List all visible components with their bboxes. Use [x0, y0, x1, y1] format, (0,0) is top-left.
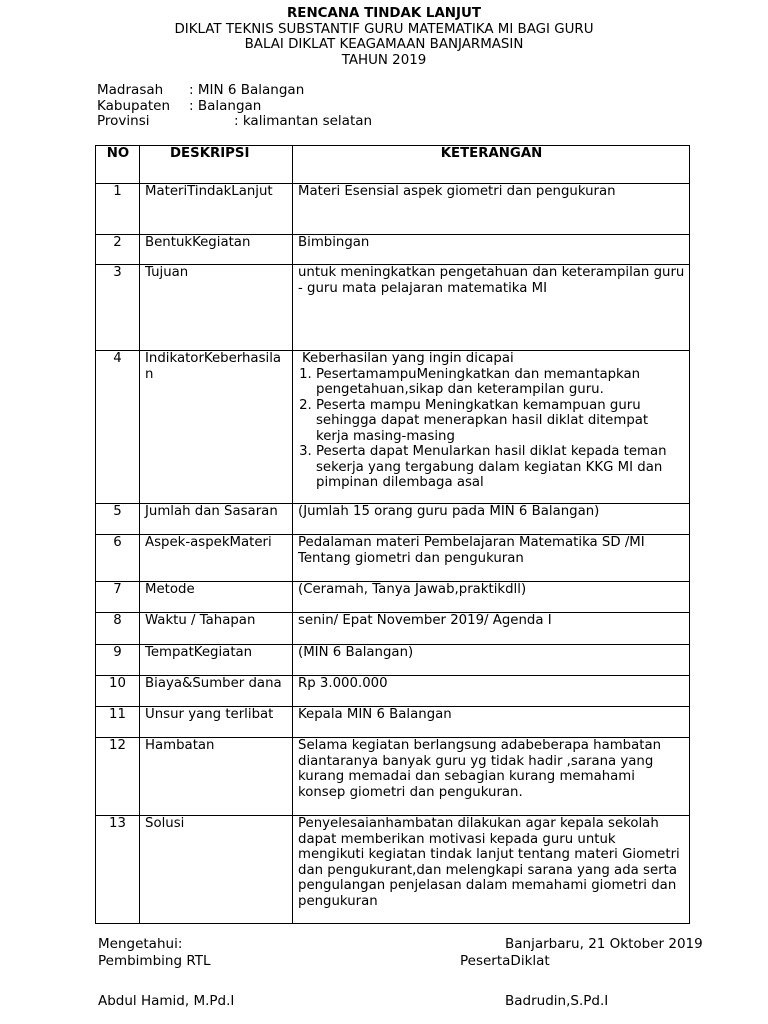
rtl-table — [95, 145, 690, 924]
row-deskripsi: Jumlah dan Sasaran — [140, 504, 293, 535]
row-deskripsi: Hambatan — [140, 738, 293, 816]
row-deskripsi: Unsur yang terlibat — [140, 707, 293, 738]
row-keterangan: (MIN 6 Balangan) — [293, 645, 690, 676]
header-line-4: TAHUN 2019 — [341, 52, 427, 68]
row-keterangan: untuk meningkatkan pengetahuan dan keterampilan guru - guru mata pelajaran matematika MI — [293, 265, 690, 351]
aspek-line-1: Pedalaman materi Pembelajaran Matematika SD /MI — [298, 535, 645, 550]
table-row — [96, 582, 690, 613]
table-row — [96, 184, 690, 235]
provinsi-value: : kalimantan selatan — [234, 113, 373, 129]
row-keterangan: Selama kegiatan berlangsung adabeberapa hambatan diantaranya banyak guru yg tidak hadir ,sarana yang kurang memadai dan sebagian kurang memahami konsep giometri dan pengukuran. — [293, 738, 690, 816]
row-deskripsi: Metode — [140, 582, 293, 613]
indicator-intro: Keberhasilan yang ingin dicapai — [302, 351, 514, 366]
aspek-line-2: Tentang giometri dan pengukuran — [298, 550, 524, 566]
header-line-2: DIKLAT TEKNIS SUBSTANTIF GURU MATEMATIKA MI BAGI GURU — [174, 21, 594, 37]
mengetahui-label: Mengetahui: — [98, 936, 183, 952]
row-keterangan: (Jumlah 15 orang guru pada MIN 6 Balangan) — [293, 504, 690, 535]
row-no: 4 — [96, 351, 140, 504]
provinsi-label: Provinsi — [97, 113, 150, 129]
row-no: 11 — [96, 707, 140, 738]
document-header — [0, 6, 768, 68]
row-keterangan: Rp 3.000.000 — [293, 676, 690, 707]
row-no: 6 — [96, 535, 140, 582]
pembimbing-label: Pembimbing RTL — [98, 953, 211, 969]
row-no: 12 — [96, 738, 140, 816]
table-row — [96, 351, 690, 504]
list-item: 2. Peserta mampu Meningkatkan kemampuan guru sehingga dapat menerapkan hasil diklat ditempat kerja masing-masing — [316, 398, 685, 445]
header-keterangan: KETERANGAN — [293, 146, 690, 184]
pembimbing-name: Abdul Hamid, M.Pd.I — [98, 993, 235, 1009]
row-no: 3 — [96, 265, 140, 351]
row-no: 10 — [96, 676, 140, 707]
row-keterangan: (Ceramah, Tanya Jawab,praktikdll) — [293, 582, 690, 613]
madrasah-value: : MIN 6 Balangan — [189, 82, 305, 98]
row-deskripsi: BentukKegiatan — [140, 235, 293, 265]
indicator-list — [298, 367, 685, 491]
row-deskripsi: Aspek-aspekMateri — [140, 535, 293, 582]
row-deskripsi: Waktu / Tahapan — [140, 613, 293, 645]
header-line-3: BALAI DIKLAT KEAGAMAAN BANJARMASIN — [244, 37, 524, 52]
row-no: 2 — [96, 235, 140, 265]
row-deskripsi: IndikatorKeberhasilan — [140, 351, 293, 504]
row-no: 8 — [96, 613, 140, 645]
table-row — [96, 676, 690, 707]
table-row — [96, 738, 690, 816]
row-keterangan: Kepala MIN 6 Balangan — [293, 707, 690, 738]
row-no: 13 — [96, 816, 140, 924]
row-keterangan: Materi Esensial aspek giometri dan pengukuran — [293, 184, 690, 235]
row-no: 9 — [96, 645, 140, 676]
signing-date: Banjarbaru, 21 Oktober 2019 — [505, 936, 703, 952]
kabupaten-value: : Balangan — [189, 97, 262, 114]
peserta-label: PesertaDiklat — [460, 953, 550, 969]
row-deskripsi: Tujuan — [140, 265, 293, 351]
table-row — [96, 816, 690, 924]
table-row — [96, 707, 690, 738]
table-header-row — [96, 146, 690, 184]
table-row — [96, 535, 690, 582]
table-row — [96, 613, 690, 645]
row-keterangan: Bimbingan — [293, 235, 690, 265]
madrasah-label: Madrasah — [97, 82, 164, 98]
row-keterangan: Penyelesaianhambatan dilakukan agar kepala sekolah dapat memberikan motivasi kepada guru untuk mengikuti kegiatan tindak lanjut tentang materi Giometri dan pengukurant,dan melengkapi sarana yang ada serta pengulangan penjelasan dalam memahami giometri dan pengukuran — [293, 816, 690, 924]
header-deskripsi: DESKRIPSI — [140, 146, 293, 184]
row-deskripsi: Solusi — [140, 816, 293, 924]
row-deskripsi: TempatKegiatan — [140, 645, 293, 676]
header-no: NO — [96, 146, 140, 184]
row-keterangan: senin/ Epat November 2019/ Agenda I — [293, 613, 690, 645]
table-row — [96, 645, 690, 676]
peserta-name: Badrudin,S.Pd.I — [505, 993, 609, 1009]
row-deskripsi: Biaya&Sumber dana — [140, 676, 293, 707]
row-keterangan — [293, 351, 690, 504]
table-row — [96, 504, 690, 535]
row-no: 7 — [96, 582, 140, 613]
document-title: RENCANA TINDAK LANJUT — [286, 6, 482, 21]
row-deskripsi: MateriTindakLanjut — [140, 184, 293, 235]
row-keterangan — [293, 535, 690, 582]
row-no: 1 — [96, 184, 140, 235]
row-no: 5 — [96, 504, 140, 535]
table-row — [96, 235, 690, 265]
kabupaten-label: Kabupaten — [97, 97, 171, 114]
list-item: 3. Peserta dapat Menularkan hasil diklat kepada teman sekerja yang tergabung dalam kegiatan KKG MI dan pimpinan dilembaga asal — [316, 444, 685, 491]
table-row — [96, 265, 690, 351]
list-item: 1. PesertamampuMeningkatkan dan memantapkan pengetahuan,sikap dan keterampilan guru. — [316, 367, 685, 398]
